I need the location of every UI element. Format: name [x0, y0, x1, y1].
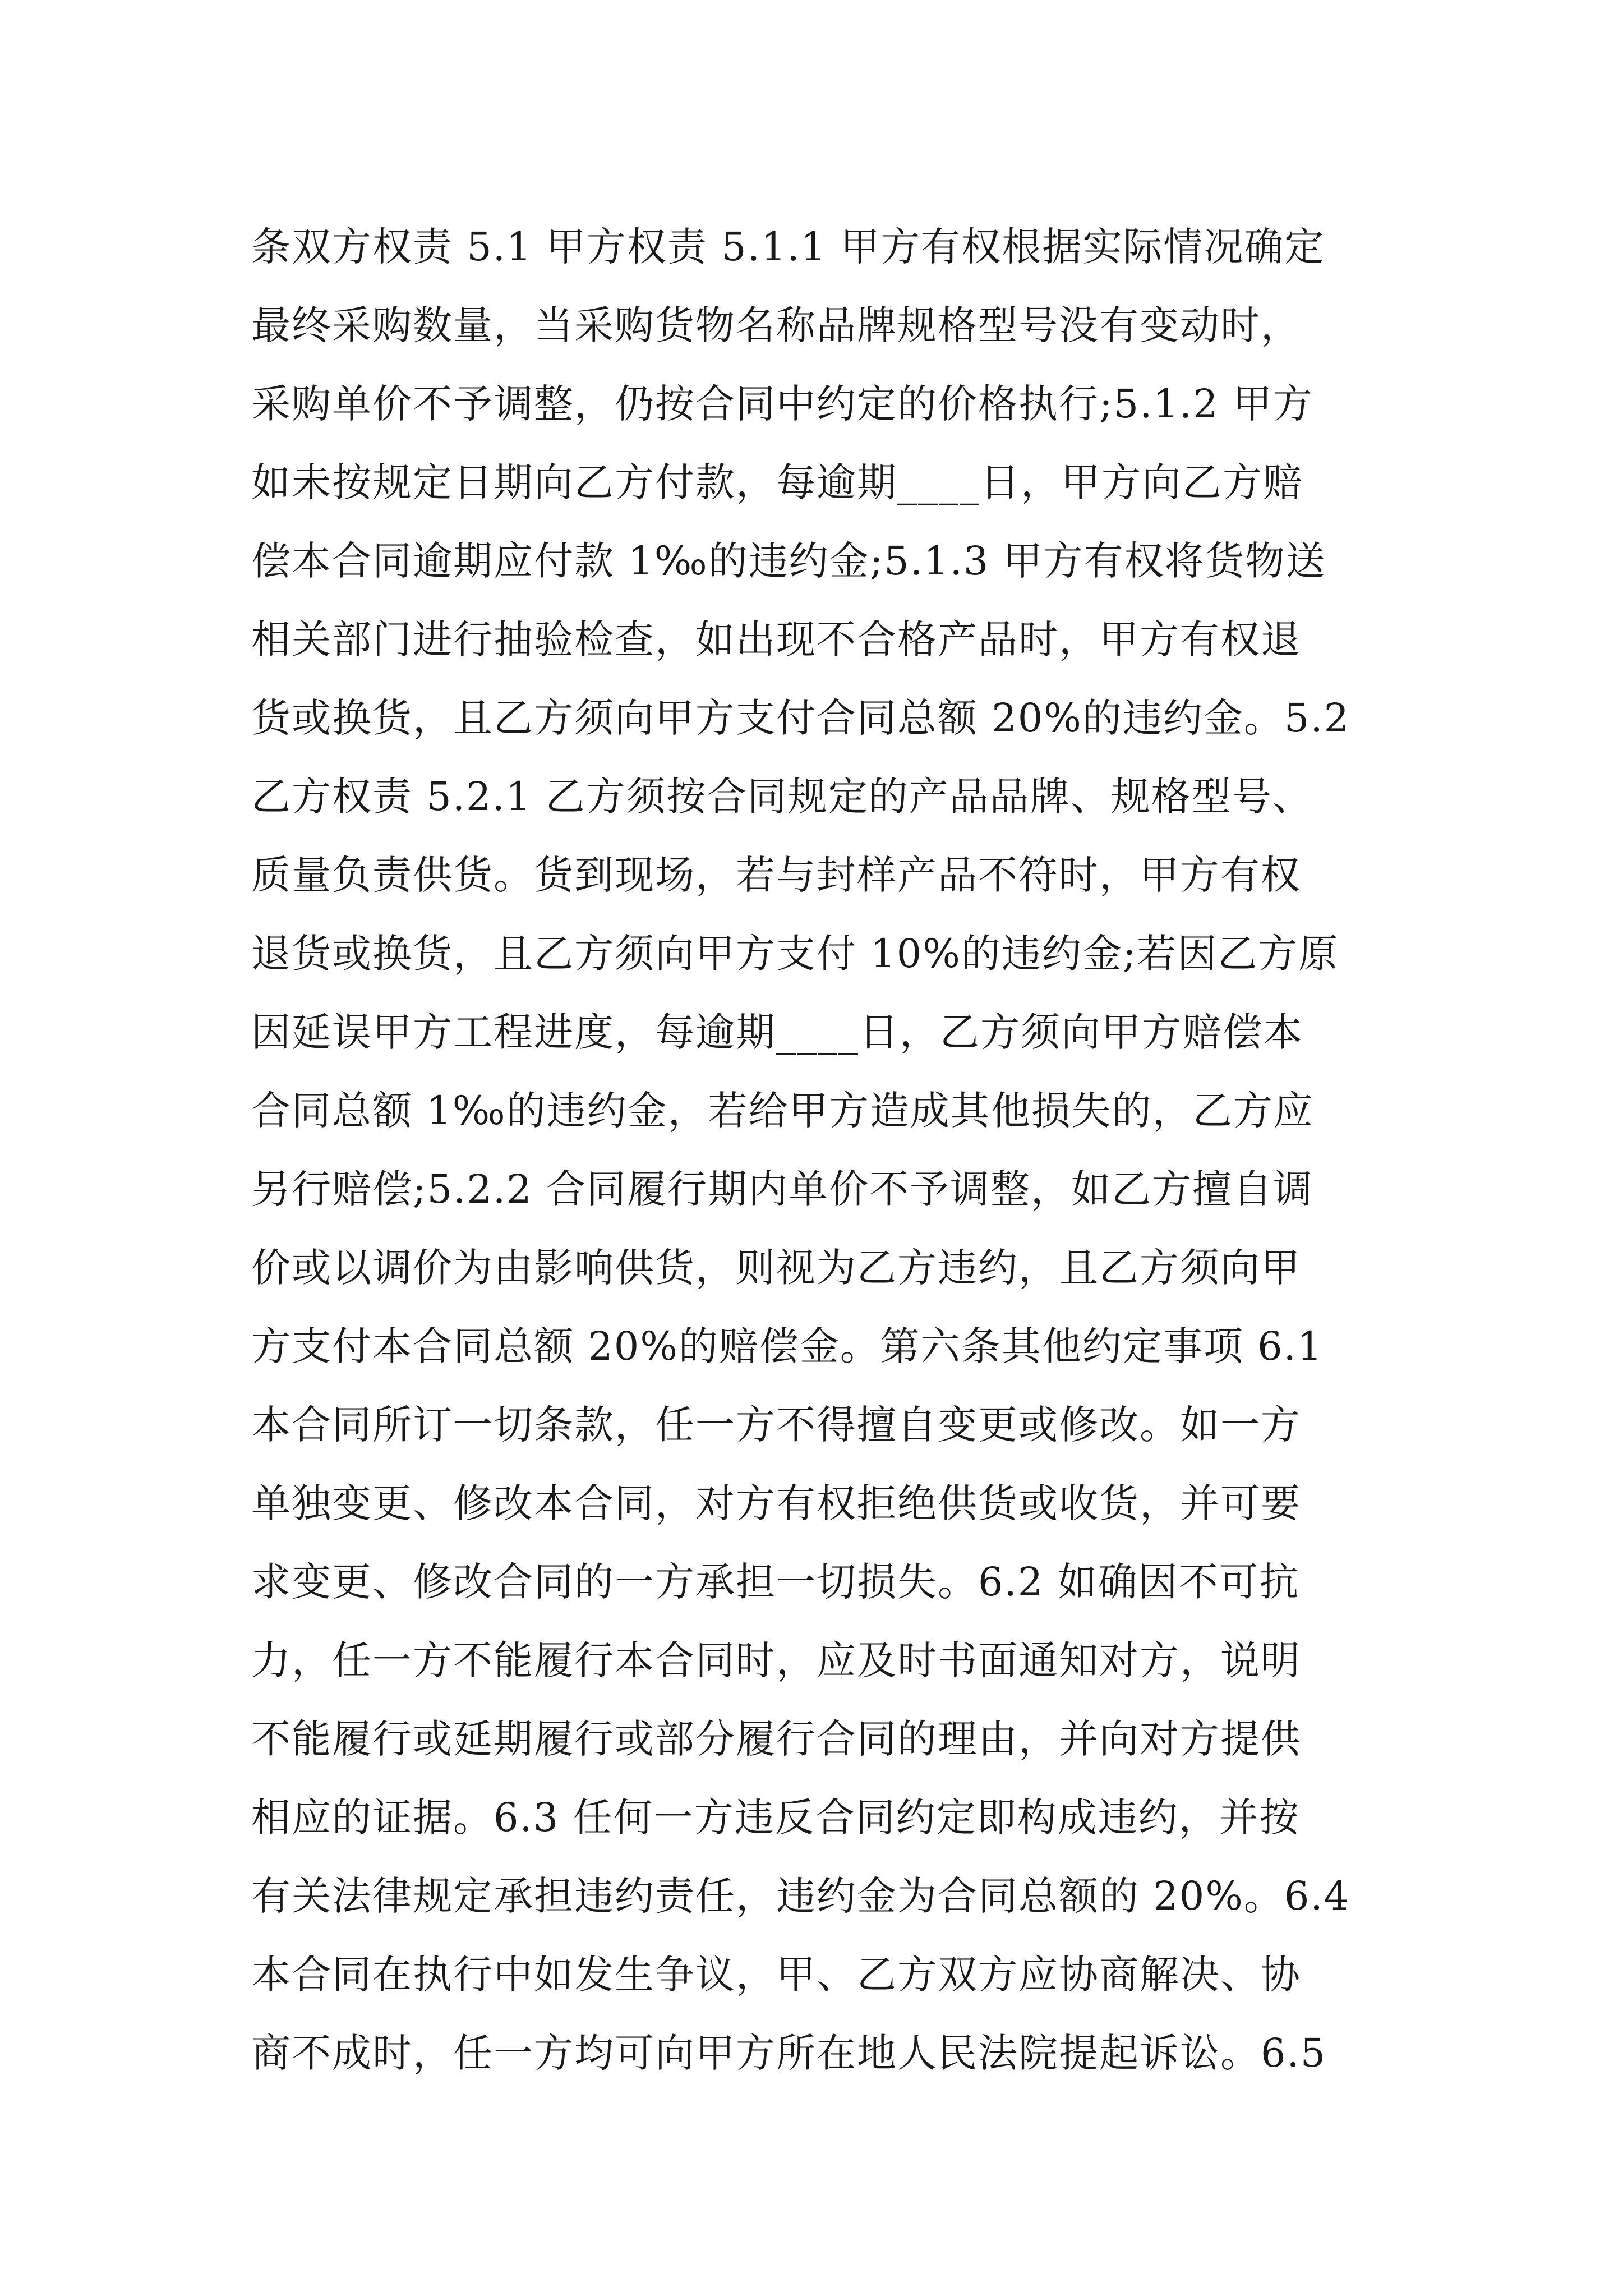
text-line-13: 另行赔偿;5.2.2 合同履行期内单价不予调整，如乙方擅自调	[251, 1166, 1313, 1212]
text-line-6: 相关部门进行抽验检查，如出现不合格产品时，甲方有权退	[251, 616, 1301, 662]
text-line-7: 货或换货，且乙方须向甲方支付合同总额 20%的违约金。5.2	[251, 695, 1350, 741]
text-line-2: 最终采购数量，当采购货物名称品牌规格型号没有变动时，	[251, 302, 1301, 348]
text-line-3: 采购单价不予调整，仍按合同中约定的价格执行;5.1.2 甲方	[251, 381, 1313, 427]
text-line-19: 力，任一方不能履行本合同时，应及时书面通知对方，说明	[251, 1637, 1301, 1683]
text-line-18: 求变更、修改合同的一方承担一切损失。6.2 如确因不可抗	[251, 1559, 1300, 1605]
text-line-22: 有关法律规定承担违约责任，违约金为合同总额的 20%。6.4	[251, 1873, 1350, 1919]
text-line-14: 价或以调价为由影响供货，则视为乙方违约，且乙方须向甲	[251, 1245, 1301, 1291]
text-line-23: 本合同在执行中如发生争议，甲、乙方双方应协商解决、协	[251, 1952, 1301, 1998]
text-line-1: 条双方权责 5.1 甲方权责 5.1.1 甲方有权根据实际情况确定	[251, 224, 1325, 270]
text-line-21: 相应的证据。6.3 任何一方违反合同约定即构成违约，并按	[251, 1795, 1300, 1841]
text-line-15: 方支付本合同总额 20%的赔偿金。第六条其他约定事项 6.1	[251, 1323, 1324, 1369]
text-line-11: 因延误甲方工程进度，每逾期____日，乙方须向甲方赔偿本	[251, 1009, 1303, 1055]
text-line-8: 乙方权责 5.2.1 乙方须按合同规定的产品品牌、规格型号、	[251, 774, 1313, 820]
text-line-16: 本合同所订一切条款，任一方不得擅自变更或修改。如一方	[251, 1402, 1301, 1448]
text-line-20: 不能履行或延期履行或部分履行合同的理由，并向对方提供	[251, 1716, 1301, 1762]
text-line-5: 偿本合同逾期应付款 1‰的违约金;5.1.3 甲方有权将货物送	[251, 538, 1326, 584]
text-line-10: 退货或换货，且乙方须向甲方支付 10%的违约金;若因乙方原	[251, 931, 1339, 977]
text-line-24: 商不成时，任一方均可向甲方所在地人民法院提起诉讼。6.5	[251, 2030, 1327, 2076]
text-line-9: 质量负责供货。货到现场，若与封样产品不符时，甲方有权	[251, 852, 1301, 898]
text-line-17: 单独变更、修改本合同，对方有权拒绝供货或收货，并可要	[251, 1480, 1301, 1526]
text-line-12: 合同总额 1‰的违约金，若给甲方造成其他损失的，乙方应	[251, 1088, 1314, 1134]
text-line-4: 如未按规定日期向乙方付款，每逾期____日，甲方向乙方赔	[251, 459, 1303, 505]
contract-body-text	[251, 208, 1423, 2092]
